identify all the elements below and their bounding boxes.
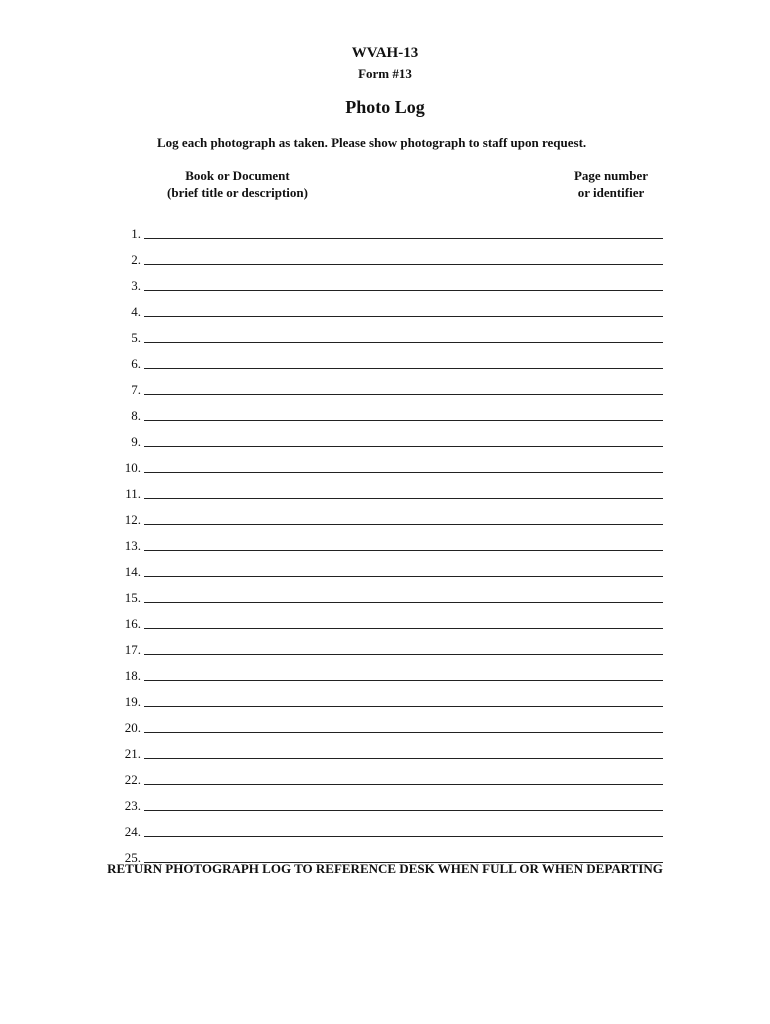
- list-item: [110, 630, 670, 656]
- column-header-page: [560, 167, 662, 201]
- entry-number: 15.: [124, 590, 141, 605]
- entry-number: 12.: [124, 512, 141, 527]
- entry-number: 20.: [124, 720, 141, 735]
- list-item: [110, 760, 670, 786]
- entry-line[interactable]: [144, 642, 663, 655]
- entry-number: 8.: [131, 408, 141, 423]
- column-header-book-line2: (brief title or description): [167, 185, 308, 200]
- entry-number: 10.: [124, 460, 141, 475]
- entry-line[interactable]: [144, 278, 663, 291]
- entry-line[interactable]: [144, 252, 663, 265]
- list-item: [110, 500, 670, 526]
- entry-number: 3.: [131, 278, 141, 293]
- entry-line[interactable]: [144, 382, 663, 395]
- entry-line[interactable]: [144, 434, 663, 447]
- list-item: [110, 604, 670, 630]
- entry-number: 5.: [131, 330, 141, 345]
- list-item: [110, 214, 670, 240]
- entry-number: 7.: [131, 382, 141, 397]
- form-code: WVAH-13: [351, 45, 419, 61]
- list-item: [110, 708, 670, 734]
- list-item: [110, 396, 670, 422]
- entry-number: 9.: [131, 434, 141, 449]
- form-number: Form #13: [358, 66, 412, 81]
- entry-number: 14.: [124, 564, 141, 579]
- entry-number: 22.: [124, 772, 141, 787]
- entry-number: 6.: [131, 356, 141, 371]
- list-item: [110, 422, 670, 448]
- entry-number: 19.: [124, 694, 141, 709]
- column-header-page-line2: or identifier: [577, 185, 645, 200]
- entry-line[interactable]: [144, 330, 663, 343]
- list-item: [110, 578, 670, 604]
- entry-number: 18.: [124, 668, 141, 683]
- list-item: [110, 656, 670, 682]
- entry-number: 25.: [124, 850, 141, 865]
- entry-line[interactable]: [144, 668, 663, 681]
- entry-line[interactable]: [144, 564, 663, 577]
- entry-number: 17.: [124, 642, 141, 657]
- list-item: [110, 448, 670, 474]
- entry-number: 21.: [124, 746, 141, 761]
- column-header-book-line1: Book or Document: [185, 168, 290, 183]
- entry-line[interactable]: [144, 746, 663, 759]
- list-item: [110, 292, 670, 318]
- entry-line[interactable]: [144, 798, 663, 811]
- entry-number: 2.: [131, 252, 141, 267]
- entry-line[interactable]: [144, 694, 663, 707]
- list-item: [110, 240, 670, 266]
- page-title: Photo Log: [345, 97, 425, 117]
- entry-line[interactable]: [144, 824, 663, 837]
- entry-line[interactable]: [144, 460, 663, 473]
- entry-number: 13.: [124, 538, 141, 553]
- entry-number: 4.: [131, 304, 141, 319]
- entry-line[interactable]: [144, 512, 663, 525]
- entry-line[interactable]: [144, 720, 663, 733]
- entry-number: 16.: [124, 616, 141, 631]
- list-item: [110, 552, 670, 578]
- entry-number: 24.: [124, 824, 141, 839]
- list-item: [110, 682, 670, 708]
- entry-line[interactable]: [144, 304, 663, 317]
- entry-line[interactable]: [144, 226, 663, 239]
- entry-number: 11.: [125, 486, 141, 501]
- entry-line[interactable]: [144, 538, 663, 551]
- entry-line[interactable]: [144, 590, 663, 603]
- list-item: [110, 474, 670, 500]
- entry-line[interactable]: [144, 356, 663, 369]
- list-item: [110, 266, 670, 292]
- column-header-page-line1: Page number: [573, 168, 649, 183]
- entry-list: [110, 214, 670, 864]
- list-item: [110, 734, 670, 760]
- list-item: [110, 786, 670, 812]
- list-item: [110, 344, 670, 370]
- footer-note: RETURN PHOTOGRAPH LOG TO REFERENCE DESK WHEN FULL OR WHEN DEPARTING: [107, 861, 663, 876]
- entry-number: 23.: [124, 798, 141, 813]
- list-item: [110, 526, 670, 552]
- entry-number: 1.: [131, 226, 141, 241]
- list-item: [110, 812, 670, 838]
- list-item: [110, 370, 670, 396]
- entry-line[interactable]: [144, 486, 663, 499]
- list-item: [110, 318, 670, 344]
- entry-line[interactable]: [144, 616, 663, 629]
- column-header-book: [165, 167, 310, 201]
- form-instruction: Log each photograph as taken. Please show photograph to staff upon request.: [157, 135, 587, 150]
- entry-line[interactable]: [144, 408, 663, 421]
- entry-line[interactable]: [144, 772, 663, 785]
